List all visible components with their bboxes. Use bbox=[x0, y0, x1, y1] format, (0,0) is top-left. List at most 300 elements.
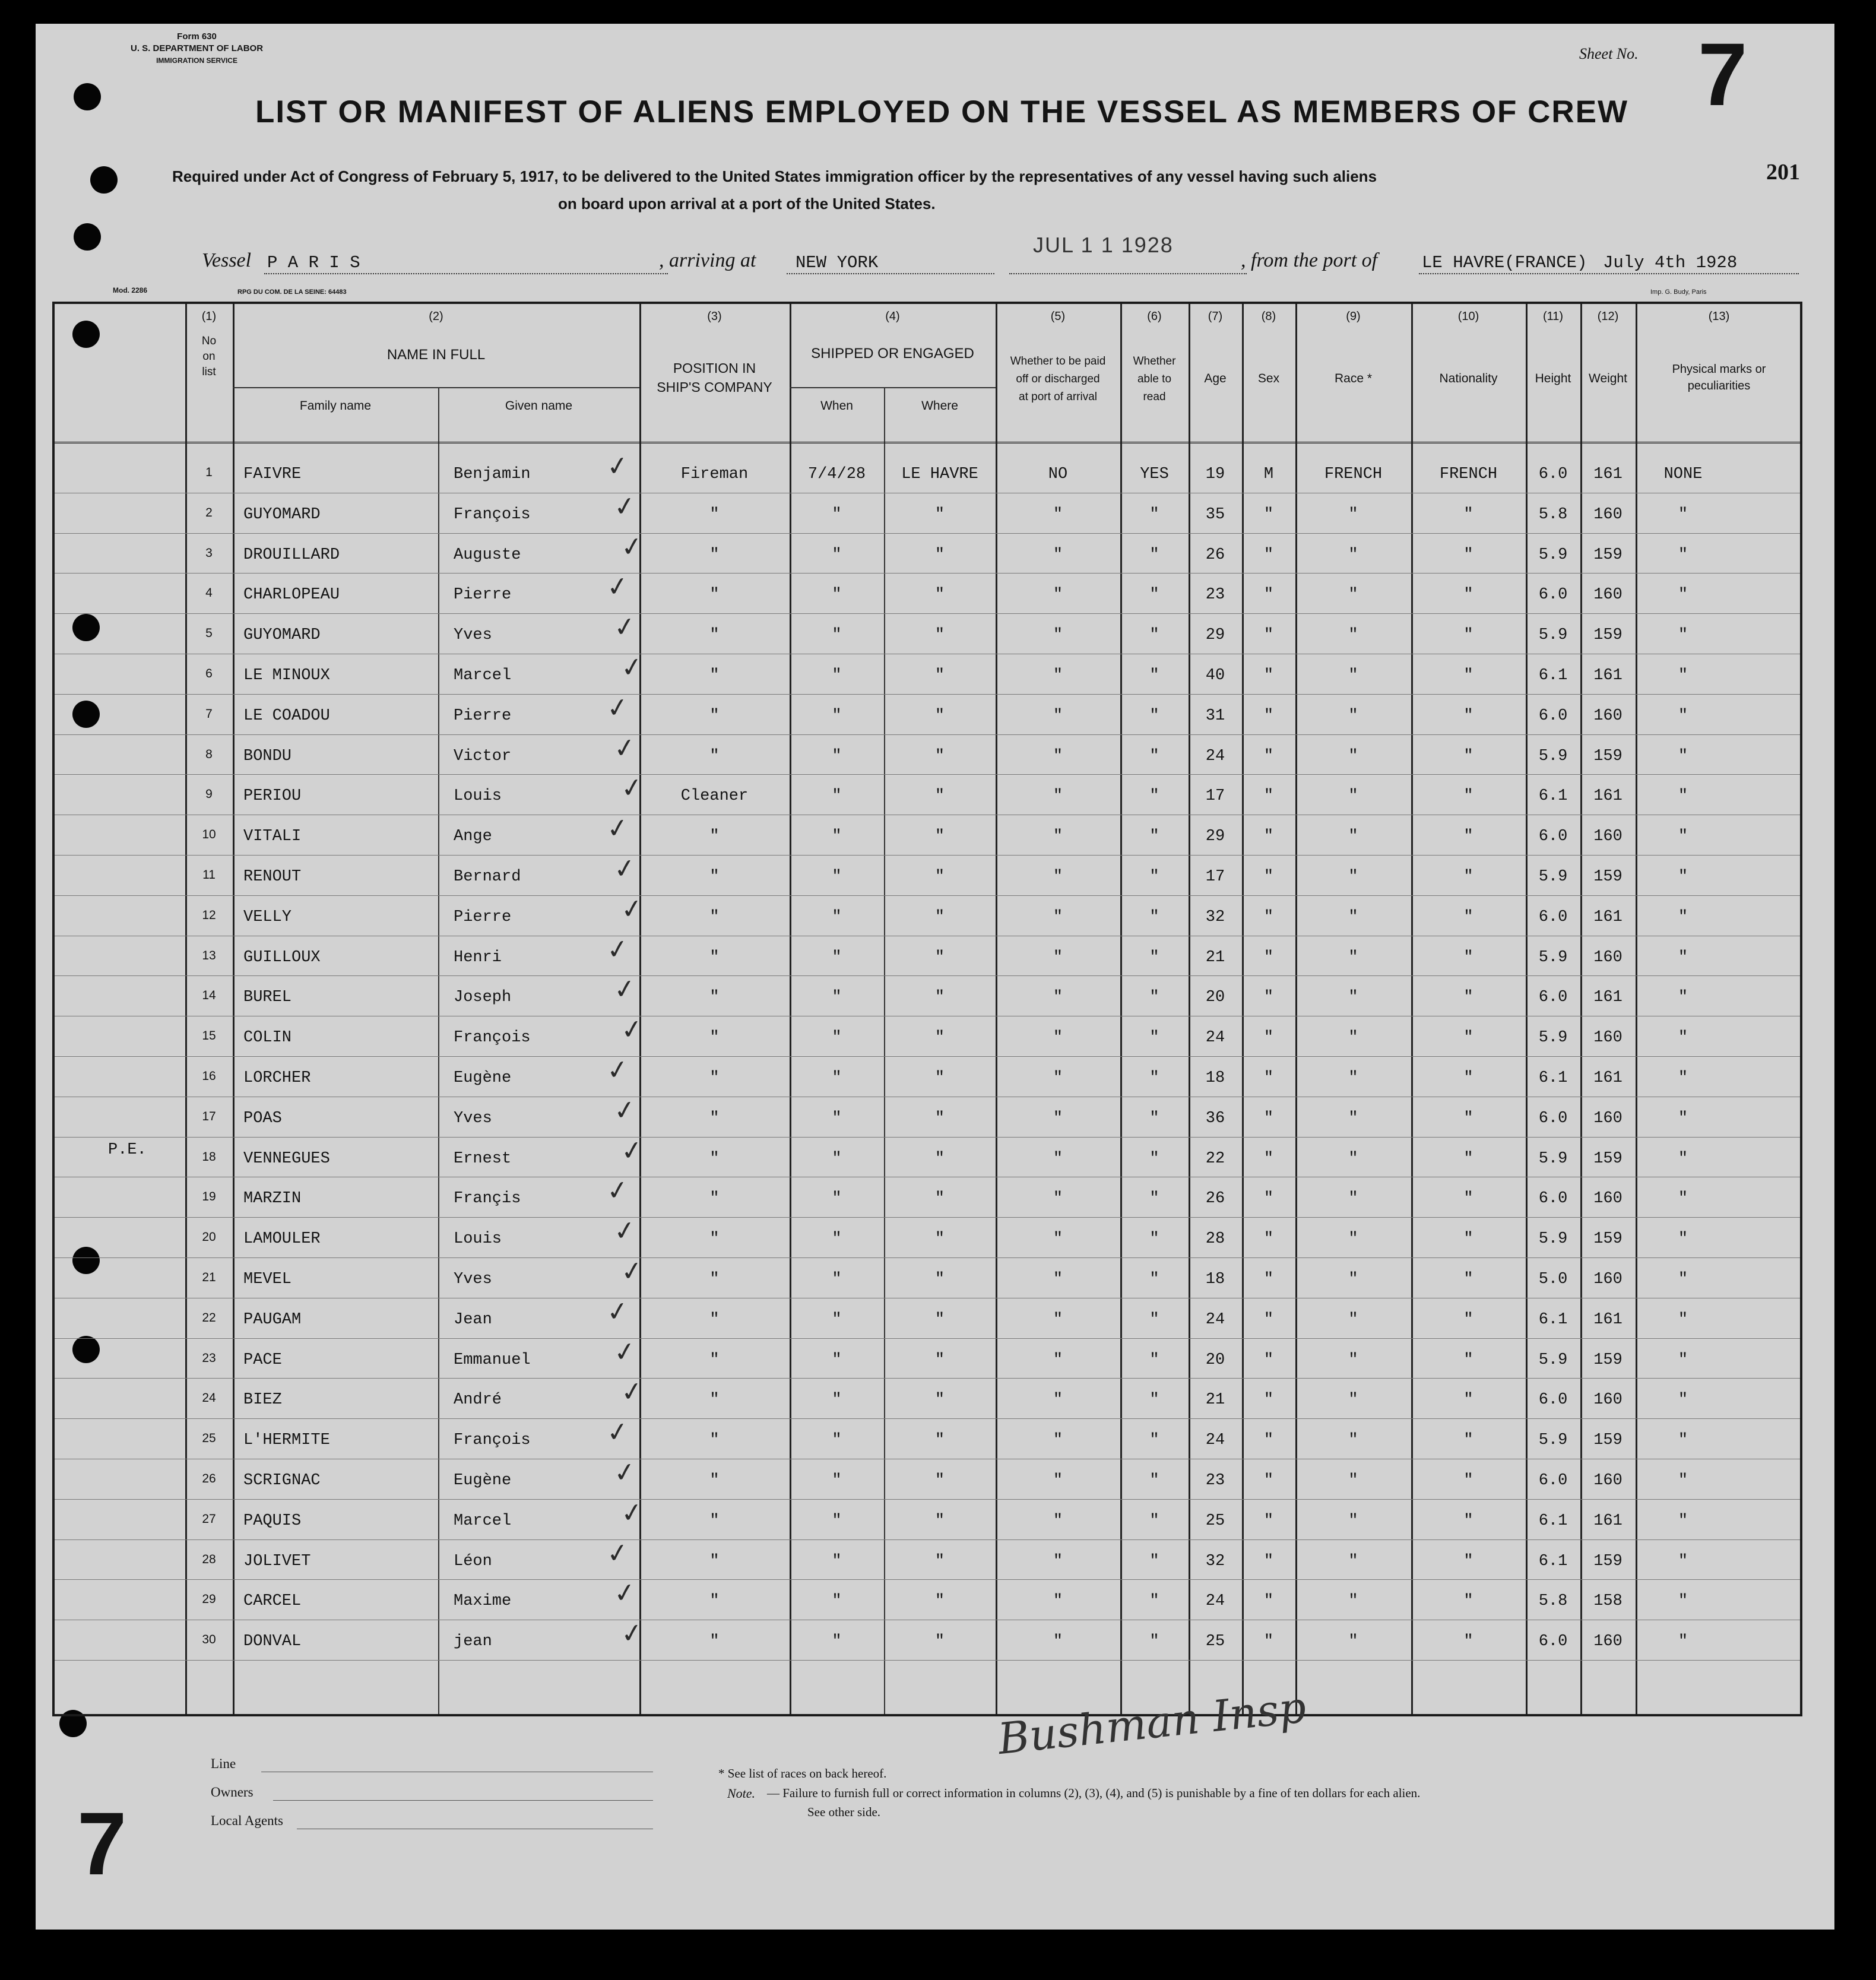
when-label: When bbox=[820, 399, 853, 413]
cell-when: " bbox=[832, 1351, 842, 1369]
cell-weight: 158 bbox=[1593, 1592, 1623, 1611]
check-mark-icon: ✓ bbox=[619, 651, 645, 685]
cell-race: " bbox=[1348, 1310, 1358, 1329]
cell-nationality: " bbox=[1463, 1190, 1473, 1208]
check-mark-icon: ✓ bbox=[604, 449, 631, 483]
cell-age: 23 bbox=[1205, 1472, 1225, 1490]
row-rule bbox=[55, 774, 1800, 775]
cell-paid: " bbox=[1053, 1149, 1063, 1168]
cell-paid: " bbox=[1053, 787, 1063, 806]
cell-when: " bbox=[832, 707, 842, 725]
check-mark-icon: ✓ bbox=[604, 812, 631, 845]
cell-read: " bbox=[1149, 586, 1159, 604]
cell-position: " bbox=[709, 1552, 720, 1570]
cell-read: " bbox=[1149, 1391, 1159, 1409]
cell-position: " bbox=[709, 1391, 720, 1409]
cell-no: 1 bbox=[205, 465, 213, 479]
cell-where: " bbox=[934, 586, 945, 604]
cell-paid: " bbox=[1053, 1271, 1063, 1288]
cell-no: 27 bbox=[202, 1512, 216, 1526]
cell-family: BONDU bbox=[243, 747, 292, 765]
col11-num: (11) bbox=[1542, 310, 1564, 323]
cell-where: " bbox=[934, 626, 945, 645]
cell-nationality: " bbox=[1463, 1552, 1473, 1570]
cell-sex: " bbox=[1263, 1029, 1274, 1047]
cell-family: LE COADOU bbox=[243, 707, 330, 725]
cell-height: 6.0 bbox=[1538, 828, 1568, 846]
cell-height: 6.1 bbox=[1538, 1552, 1568, 1570]
cell-paid: NO bbox=[1048, 465, 1068, 483]
cell-position: " bbox=[709, 989, 720, 1007]
cell-weight: 159 bbox=[1593, 1552, 1623, 1570]
arriving-label: , arriving at bbox=[659, 249, 756, 271]
cell-when: " bbox=[832, 1552, 842, 1570]
row-rule bbox=[55, 1056, 1800, 1057]
cell-height: 6.1 bbox=[1538, 1069, 1568, 1087]
cell-height: 5.9 bbox=[1538, 868, 1568, 886]
check-mark-icon: ✓ bbox=[619, 1376, 645, 1409]
cell-sex: " bbox=[1263, 546, 1274, 564]
cell-weight: 161 bbox=[1593, 787, 1623, 806]
cell-family: SCRIGNAC bbox=[243, 1472, 321, 1490]
cell-given: François bbox=[454, 1431, 531, 1450]
cell-nationality: " bbox=[1463, 626, 1473, 645]
given-name-label: Given name bbox=[505, 399, 573, 413]
cell-marks: " bbox=[1678, 747, 1688, 765]
cell-given: Ernest bbox=[454, 1149, 512, 1168]
cell-position: " bbox=[709, 1351, 720, 1369]
cell-nationality: " bbox=[1463, 707, 1473, 725]
cell-when: " bbox=[832, 1109, 842, 1127]
cell-nationality: " bbox=[1463, 1431, 1473, 1450]
cell-age: 32 bbox=[1205, 1552, 1225, 1570]
cell-no: 2 bbox=[205, 505, 213, 519]
cell-where: " bbox=[934, 1190, 945, 1208]
cell-height: 6.1 bbox=[1538, 787, 1568, 806]
cell-given: François bbox=[454, 1029, 531, 1047]
cell-nationality: " bbox=[1463, 908, 1473, 926]
check-mark-icon: ✓ bbox=[604, 933, 631, 966]
cell-age: 23 bbox=[1205, 586, 1225, 604]
cell-read: " bbox=[1149, 1431, 1159, 1450]
departure-underline bbox=[1419, 273, 1799, 274]
cell-position: " bbox=[709, 747, 720, 765]
departure-port: LE HAVRE(FRANCE) bbox=[1422, 253, 1587, 273]
cell-age: 21 bbox=[1205, 948, 1225, 967]
cell-age: 24 bbox=[1205, 1592, 1225, 1611]
form-header bbox=[131, 31, 263, 66]
cell-weight: 161 bbox=[1593, 908, 1623, 926]
col3-num: (3) bbox=[707, 310, 722, 323]
col10-num: (10) bbox=[1457, 310, 1479, 323]
cell-age: 24 bbox=[1205, 1029, 1225, 1047]
cell-paid: " bbox=[1053, 707, 1063, 725]
cell-marks: " bbox=[1678, 1633, 1688, 1651]
cell-weight: 159 bbox=[1593, 747, 1623, 765]
check-mark-icon: ✓ bbox=[619, 1496, 645, 1530]
cell-family: LE MINOUX bbox=[243, 667, 330, 685]
cell-no: 17 bbox=[202, 1109, 216, 1123]
cell-family: VELLY bbox=[243, 908, 292, 926]
cell-sex: M bbox=[1263, 465, 1274, 483]
cell-race: " bbox=[1348, 586, 1358, 604]
cell-read: " bbox=[1149, 1230, 1159, 1249]
cell-weight: 159 bbox=[1593, 626, 1623, 645]
col6-label: Whether able to read bbox=[1133, 355, 1176, 403]
cell-age: 25 bbox=[1205, 1512, 1225, 1530]
row-rule bbox=[55, 1499, 1800, 1500]
cell-marks: " bbox=[1678, 989, 1688, 1007]
cell-family: DONVAL bbox=[243, 1633, 302, 1651]
cell-when: " bbox=[832, 1512, 842, 1530]
cell-family: BIEZ bbox=[243, 1391, 282, 1409]
cell-family: FAIVRE bbox=[243, 465, 302, 483]
check-mark-icon: ✓ bbox=[619, 1254, 645, 1288]
vessel-underline bbox=[264, 273, 668, 274]
cell-marks: " bbox=[1678, 667, 1688, 685]
service-name: IMMIGRATION SERVICE bbox=[156, 56, 237, 65]
cell-when: " bbox=[832, 1230, 842, 1249]
cell-height: 6.1 bbox=[1538, 1512, 1568, 1530]
cell-paid: " bbox=[1053, 1109, 1063, 1127]
races-note: * See list of races on back hereof. bbox=[718, 1766, 887, 1781]
cell-family: GUYOMARD bbox=[243, 505, 321, 524]
cell-family: L'HERMITE bbox=[243, 1431, 330, 1450]
cell-weight: 160 bbox=[1593, 505, 1623, 524]
cell-sex: " bbox=[1263, 1310, 1274, 1329]
cell-where: " bbox=[934, 1431, 945, 1450]
cell-where: " bbox=[934, 948, 945, 967]
cell-where: " bbox=[934, 1592, 945, 1611]
row-rule bbox=[55, 533, 1800, 534]
cell-when: " bbox=[832, 747, 842, 765]
cell-when: " bbox=[832, 828, 842, 846]
cell-nationality: " bbox=[1463, 1029, 1473, 1047]
cell-race: " bbox=[1348, 908, 1358, 926]
cell-where: " bbox=[934, 1472, 945, 1490]
cell-race: " bbox=[1348, 707, 1358, 725]
cell-where: " bbox=[934, 1069, 945, 1087]
cell-given: Benjamin bbox=[454, 465, 531, 483]
col7-num: (7) bbox=[1208, 310, 1223, 323]
cell-no: 18 bbox=[202, 1149, 216, 1164]
cell-family: LAMOULER bbox=[243, 1230, 321, 1249]
cell-paid: " bbox=[1053, 1069, 1063, 1087]
page-number: 201 bbox=[1766, 160, 1800, 185]
row-rule bbox=[55, 1378, 1800, 1379]
cell-family: BUREL bbox=[243, 989, 292, 1007]
cell-when: 7/4/28 bbox=[807, 465, 866, 483]
cell-height: 6.0 bbox=[1538, 1633, 1568, 1651]
requirement-line-1: Required under Act of Congress of February 5, 1917, to be delivered to the United States immigration officer by the representatives of any vessel having such aliens bbox=[172, 167, 1377, 185]
cell-age: 25 bbox=[1205, 1633, 1225, 1651]
cell-race: " bbox=[1348, 948, 1358, 967]
cell-given: Pierre bbox=[454, 586, 512, 604]
cell-position: " bbox=[709, 1230, 720, 1249]
cell-height: 5.9 bbox=[1538, 1029, 1568, 1047]
cell-marks: " bbox=[1678, 868, 1688, 886]
cell-weight: 160 bbox=[1593, 828, 1623, 846]
cell-where: " bbox=[934, 989, 945, 1007]
cell-marks: " bbox=[1678, 787, 1688, 806]
cell-race: " bbox=[1348, 1592, 1358, 1611]
cell-weight: 160 bbox=[1593, 1190, 1623, 1208]
cell-when: " bbox=[832, 1592, 842, 1611]
cell-paid: " bbox=[1053, 626, 1063, 645]
cell-marks: " bbox=[1678, 586, 1688, 604]
cell-height: 5.8 bbox=[1538, 1592, 1568, 1611]
col4-num: (4) bbox=[885, 310, 900, 323]
cell-age: 24 bbox=[1205, 1310, 1225, 1329]
cell-age: 20 bbox=[1205, 989, 1225, 1007]
cell-read: " bbox=[1149, 1592, 1159, 1611]
col13-num: (13) bbox=[1708, 310, 1730, 323]
cell-paid: " bbox=[1053, 586, 1063, 604]
cell-marks: " bbox=[1678, 1109, 1688, 1127]
cell-nationality: " bbox=[1463, 989, 1473, 1007]
cell-given: Henri bbox=[454, 948, 502, 967]
cell-paid: " bbox=[1053, 1431, 1063, 1450]
cell-height: 6.0 bbox=[1538, 586, 1568, 604]
cell-nationality: " bbox=[1463, 1149, 1473, 1168]
punch-hole bbox=[74, 83, 101, 110]
cell-age: 40 bbox=[1205, 667, 1225, 685]
cell-race: " bbox=[1348, 1512, 1358, 1530]
cell-weight: 159 bbox=[1593, 1230, 1623, 1249]
cell-where: " bbox=[934, 667, 945, 685]
cell-sex: " bbox=[1263, 989, 1274, 1007]
cell-position: " bbox=[709, 1472, 720, 1490]
cell-age: 21 bbox=[1205, 1391, 1225, 1409]
cell-paid: " bbox=[1053, 1190, 1063, 1208]
cell-no: 15 bbox=[202, 1029, 216, 1043]
check-mark-icon: ✓ bbox=[619, 530, 645, 563]
cell-read: " bbox=[1149, 989, 1159, 1007]
cell-when: " bbox=[832, 1391, 842, 1409]
cell-sex: " bbox=[1263, 505, 1274, 524]
cell-when: " bbox=[832, 1029, 842, 1047]
cell-weight: 161 bbox=[1593, 1512, 1623, 1530]
cell-given: Yves bbox=[454, 1109, 492, 1127]
cell-read: " bbox=[1149, 1633, 1159, 1651]
cell-position: " bbox=[709, 1633, 720, 1651]
cell-position: " bbox=[709, 1310, 720, 1329]
col12-label: Weight bbox=[1589, 372, 1627, 385]
cell-no: 12 bbox=[202, 908, 216, 922]
cell-no: 22 bbox=[202, 1310, 216, 1325]
cell-age: 29 bbox=[1205, 828, 1225, 846]
cell-family: PAQUIS bbox=[243, 1512, 302, 1530]
cell-weight: 160 bbox=[1593, 1472, 1623, 1490]
cell-family: PACE bbox=[243, 1351, 282, 1369]
cell-paid: " bbox=[1053, 1552, 1063, 1570]
cell-given: Léon bbox=[454, 1552, 492, 1570]
cell-where: " bbox=[934, 1029, 945, 1047]
cell-age: 31 bbox=[1205, 707, 1225, 725]
cell-where: " bbox=[934, 747, 945, 765]
col1-label: No on list bbox=[201, 335, 217, 378]
check-mark-icon: ✓ bbox=[619, 772, 645, 805]
mod-number: Mod. 2286 bbox=[113, 286, 148, 294]
cell-marks: " bbox=[1678, 908, 1688, 926]
row-rule bbox=[55, 1217, 1800, 1218]
col8-label: Sex bbox=[1257, 372, 1280, 385]
cell-position: " bbox=[709, 1512, 720, 1530]
punch-hole bbox=[74, 223, 101, 251]
cell-paid: " bbox=[1053, 1633, 1063, 1651]
cell-read: " bbox=[1149, 1271, 1159, 1288]
cell-paid: " bbox=[1053, 1592, 1063, 1611]
cell-marks: " bbox=[1678, 1552, 1688, 1570]
cell-given: Pierre bbox=[454, 908, 512, 926]
cell-weight: 159 bbox=[1593, 1431, 1623, 1450]
from-label: , from the port of bbox=[1241, 249, 1378, 271]
cell-read: " bbox=[1149, 1512, 1159, 1530]
cell-read: YES bbox=[1140, 465, 1169, 483]
cell-position: " bbox=[709, 1190, 720, 1208]
cell-age: 28 bbox=[1205, 1230, 1225, 1249]
cell-read: " bbox=[1149, 828, 1159, 846]
cell-nationality: " bbox=[1463, 1230, 1473, 1249]
cell-sex: " bbox=[1263, 1069, 1274, 1087]
col13-label: Physical marks or peculiarities bbox=[1672, 363, 1766, 392]
cell-when: " bbox=[832, 868, 842, 886]
cell-given: Maxime bbox=[454, 1592, 512, 1611]
check-mark-icon: ✓ bbox=[611, 1335, 638, 1368]
cell-no: 20 bbox=[202, 1230, 216, 1244]
cell-read: " bbox=[1149, 747, 1159, 765]
cell-no: 9 bbox=[205, 787, 213, 801]
cell-paid: " bbox=[1053, 546, 1063, 564]
cell-weight: 161 bbox=[1593, 465, 1623, 483]
cell-read: " bbox=[1149, 1351, 1159, 1369]
cell-marks: " bbox=[1678, 1592, 1688, 1611]
cell-height: 5.9 bbox=[1538, 626, 1568, 645]
cell-paid: " bbox=[1053, 1230, 1063, 1249]
cell-race: FRENCH bbox=[1324, 465, 1383, 483]
check-mark-icon: ✓ bbox=[611, 973, 638, 1006]
cell-sex: " bbox=[1263, 948, 1274, 967]
cell-race: " bbox=[1348, 1351, 1358, 1369]
cell-weight: 160 bbox=[1593, 1391, 1623, 1409]
cell-when: " bbox=[832, 1431, 842, 1450]
cell-sex: " bbox=[1263, 1271, 1274, 1288]
check-mark-icon: ✓ bbox=[619, 892, 645, 926]
cell-height: 5.9 bbox=[1538, 747, 1568, 765]
cell-marks: " bbox=[1678, 1431, 1688, 1450]
cell-age: 22 bbox=[1205, 1149, 1225, 1168]
cell-age: 17 bbox=[1205, 868, 1225, 886]
cell-race: " bbox=[1348, 505, 1358, 524]
cell-read: " bbox=[1149, 626, 1159, 645]
cell-sex: " bbox=[1263, 1351, 1274, 1369]
cell-height: 6.0 bbox=[1538, 1391, 1568, 1409]
cell-sex: " bbox=[1263, 1633, 1274, 1651]
cell-weight: 161 bbox=[1593, 989, 1623, 1007]
cell-read: " bbox=[1149, 1029, 1159, 1047]
cell-nationality: " bbox=[1463, 1271, 1473, 1288]
crew-table bbox=[52, 302, 1802, 1716]
cell-race: " bbox=[1348, 546, 1358, 564]
cell-where: " bbox=[934, 1552, 945, 1570]
cell-read: " bbox=[1149, 1552, 1159, 1570]
cell-marks: " bbox=[1678, 828, 1688, 846]
cell-sex: " bbox=[1263, 1552, 1274, 1570]
cell-age: 29 bbox=[1205, 626, 1225, 645]
cell-given: Eugène bbox=[454, 1472, 512, 1490]
cell-sex: " bbox=[1263, 1592, 1274, 1611]
owners-label: Owners bbox=[211, 1785, 253, 1800]
cell-height: 5.8 bbox=[1538, 505, 1568, 524]
cell-age: 24 bbox=[1205, 1431, 1225, 1450]
cell-family: JOLIVET bbox=[243, 1552, 311, 1570]
cell-marks: " bbox=[1678, 1230, 1688, 1249]
cell-family: GUYOMARD bbox=[243, 626, 321, 645]
cell-race: " bbox=[1348, 626, 1358, 645]
cell-race: " bbox=[1348, 1271, 1358, 1288]
cell-paid: " bbox=[1053, 1029, 1063, 1047]
cell-nationality: " bbox=[1463, 787, 1473, 806]
row-rule bbox=[55, 1338, 1800, 1339]
cell-when: " bbox=[832, 948, 842, 967]
check-mark-icon: ✓ bbox=[611, 610, 638, 644]
cell-read: " bbox=[1149, 707, 1159, 725]
row-rule bbox=[55, 1257, 1800, 1258]
cell-age: 26 bbox=[1205, 1190, 1225, 1208]
cell-race: " bbox=[1348, 747, 1358, 765]
cell-no: 29 bbox=[202, 1592, 216, 1607]
cell-given: Ange bbox=[454, 828, 492, 846]
cell-given: Pierre bbox=[454, 707, 512, 725]
check-mark-icon: ✓ bbox=[604, 1415, 631, 1449]
cell-given: Marcel bbox=[454, 1512, 512, 1530]
cell-age: 20 bbox=[1205, 1351, 1225, 1369]
cell-height: 5.9 bbox=[1538, 1351, 1568, 1369]
cell-position: " bbox=[709, 828, 720, 846]
cell-height: 5.0 bbox=[1538, 1271, 1568, 1288]
cell-where: " bbox=[934, 828, 945, 846]
cell-race: " bbox=[1348, 1431, 1358, 1450]
check-mark-icon: ✓ bbox=[604, 1295, 631, 1329]
cell-race: " bbox=[1348, 868, 1358, 886]
cell-where: LE HAVRE bbox=[901, 465, 978, 483]
cell-position: " bbox=[709, 505, 720, 524]
cell-height: 5.9 bbox=[1538, 1431, 1568, 1450]
cell-nationality: " bbox=[1463, 828, 1473, 846]
col5-num: (5) bbox=[1050, 310, 1066, 323]
cell-position: " bbox=[709, 1592, 720, 1611]
col10-label: Nationality bbox=[1439, 372, 1498, 385]
date-underline bbox=[1009, 273, 1247, 274]
family-name-label: Family name bbox=[299, 399, 372, 413]
cell-given: Joseph bbox=[454, 989, 512, 1007]
cell-position: " bbox=[709, 1431, 720, 1450]
cell-where: " bbox=[934, 868, 945, 886]
cell-sex: " bbox=[1263, 787, 1274, 806]
cell-weight: 161 bbox=[1593, 667, 1623, 685]
cell-family: LORCHER bbox=[243, 1069, 311, 1087]
cell-weight: 159 bbox=[1593, 546, 1623, 564]
check-mark-icon: ✓ bbox=[619, 1617, 645, 1650]
cell-nationality: " bbox=[1463, 505, 1473, 524]
cell-position: Cleaner bbox=[680, 787, 749, 806]
cell-where: " bbox=[934, 1351, 945, 1369]
cell-weight: 160 bbox=[1593, 1271, 1623, 1288]
cell-no: 16 bbox=[202, 1069, 216, 1083]
cell-sex: " bbox=[1263, 707, 1274, 725]
cell-when: " bbox=[832, 1069, 842, 1087]
cell-race: " bbox=[1348, 1230, 1358, 1249]
